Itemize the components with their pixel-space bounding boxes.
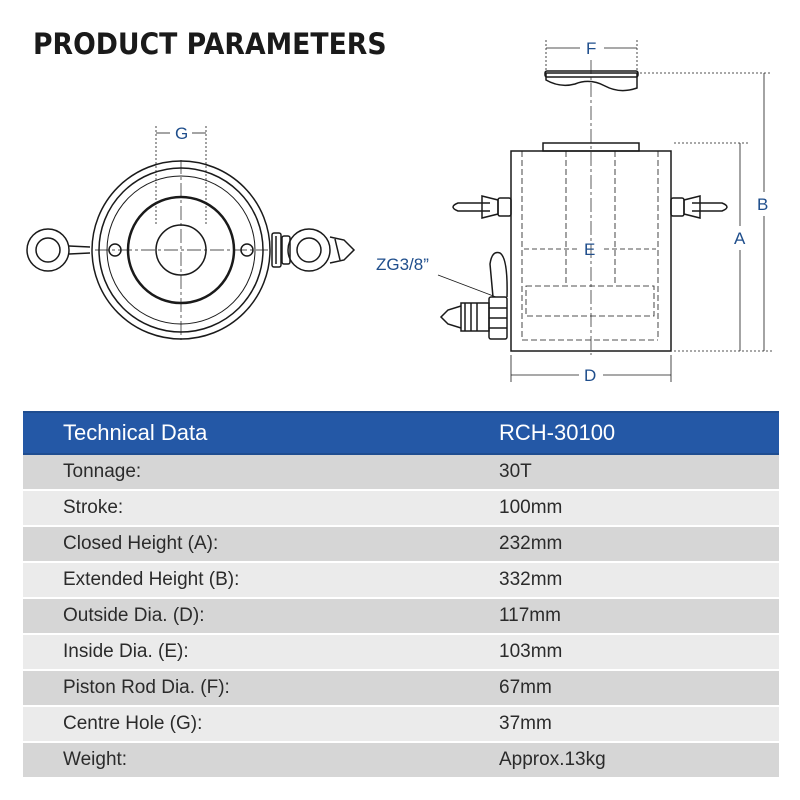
hydraulic-coupler <box>441 252 507 339</box>
table-row <box>23 562 779 598</box>
table-row <box>23 526 779 562</box>
left-handle <box>453 196 511 218</box>
top-view <box>27 126 354 340</box>
row-value: 100mm <box>499 490 779 526</box>
row-label: Closed Height (A): <box>23 526 499 562</box>
row-value: 37mm <box>499 706 779 742</box>
table-row <box>23 742 779 778</box>
table-header-row <box>23 412 779 454</box>
dim-label-a: A <box>734 229 746 248</box>
right-lifting-eye <box>272 229 354 271</box>
row-label: Centre Hole (G): <box>23 706 499 742</box>
table-row <box>23 598 779 634</box>
port-label: ZG3/8” <box>376 255 429 274</box>
dim-label-b: B <box>757 195 769 214</box>
row-value: 30T <box>499 454 779 490</box>
row-value: 67mm <box>499 670 779 706</box>
row-label: Inside Dia. (E): <box>23 634 499 670</box>
table-row <box>23 454 779 490</box>
technical-data-table <box>23 411 779 779</box>
row-value: 332mm <box>499 562 779 598</box>
dim-label-d: D <box>584 366 597 385</box>
row-value: 232mm <box>499 526 779 562</box>
piston-rod-top <box>545 71 638 91</box>
row-label: Tonnage: <box>23 454 499 490</box>
side-view <box>438 40 772 382</box>
row-label: Piston Rod Dia. (F): <box>23 670 499 706</box>
row-value: 103mm <box>499 634 779 670</box>
page-title: PRODUCT PARAMETERS <box>33 27 387 61</box>
table-row <box>23 670 779 706</box>
row-value: Approx.13kg <box>499 742 779 778</box>
right-handle <box>671 196 727 218</box>
row-value: 117mm <box>499 598 779 634</box>
table-header-label: Technical Data <box>23 412 499 454</box>
table-row <box>23 634 779 670</box>
table-header-model: RCH-30100 <box>499 412 779 454</box>
left-lifting-eye <box>27 229 90 271</box>
table-row <box>23 490 779 526</box>
row-label: Extended Height (B): <box>23 562 499 598</box>
dim-label-f: F <box>586 39 597 58</box>
row-label: Weight: <box>23 742 499 778</box>
dim-label-e: E <box>584 240 596 259</box>
row-label: Outside Dia. (D): <box>23 598 499 634</box>
dim-label-g: G <box>175 124 189 143</box>
row-label: Stroke: <box>23 490 499 526</box>
table-row <box>23 706 779 742</box>
